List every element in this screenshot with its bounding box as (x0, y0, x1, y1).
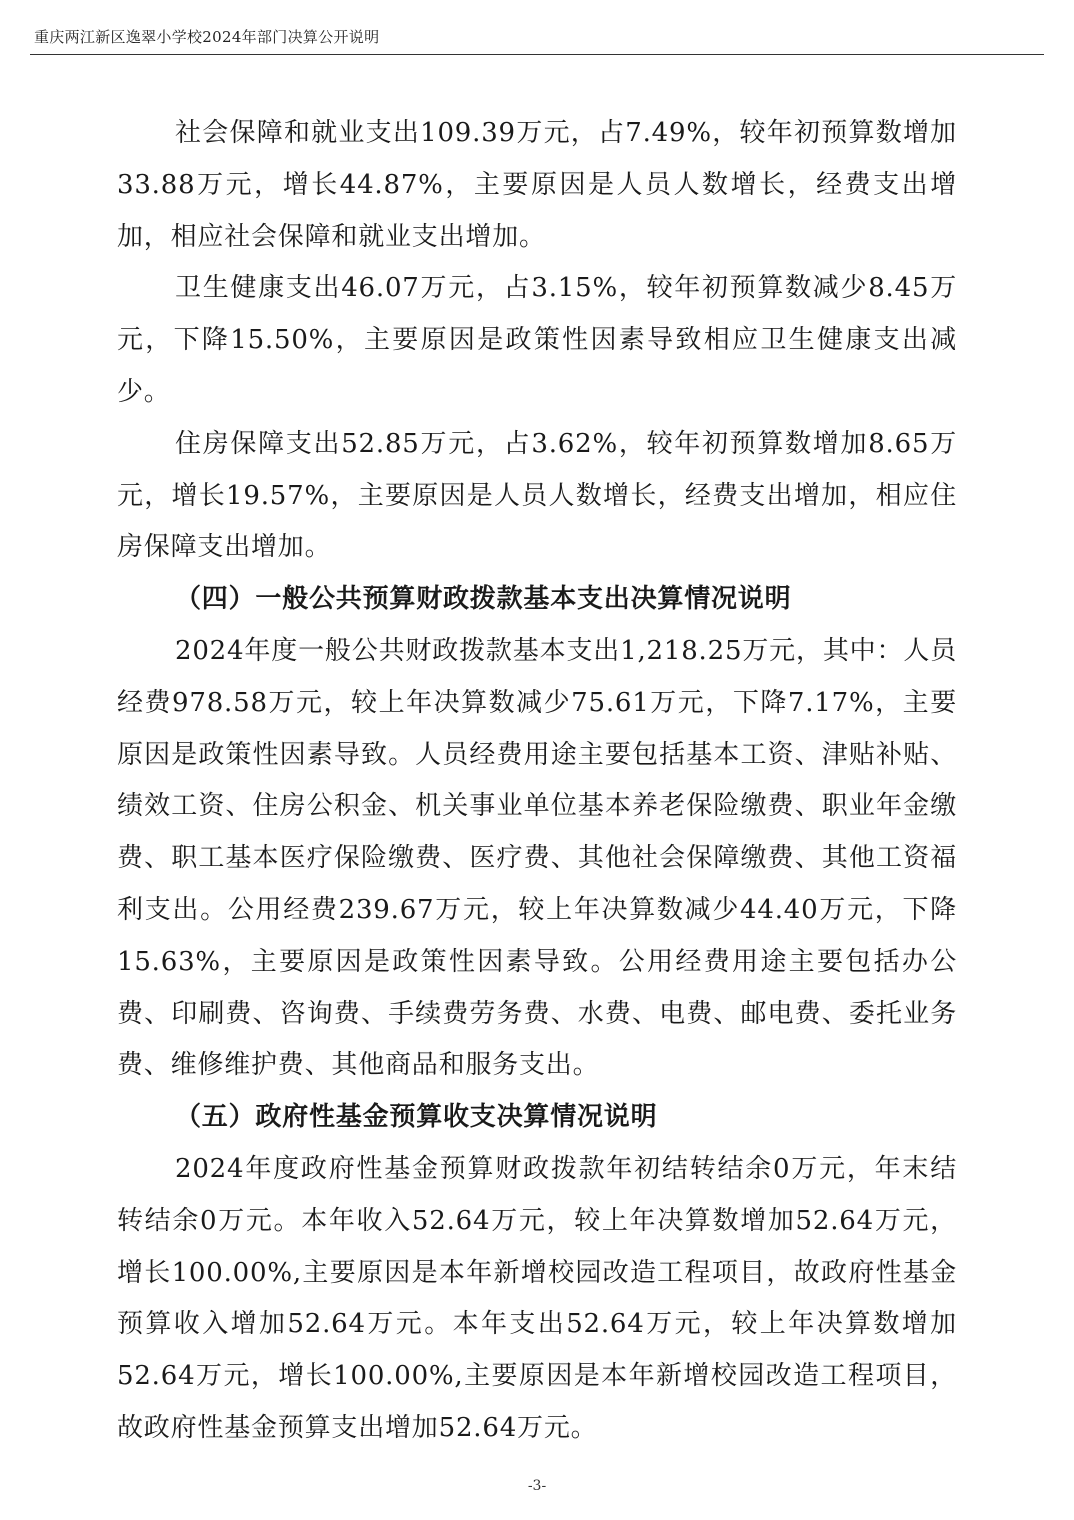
header-divider (30, 54, 1044, 55)
page-header: 重庆两江新区逸翠小学校2024年部门决算公开说明 (34, 28, 380, 46)
paragraph-basic-expenditure: 2024年度一般公共财政拨款基本支出1,218.25万元，其中：人员经费978.58万元，较上年决算数减少75.61万元，下降7.17%，主要原因是政策性因素导致。人员经费用途主要包括基本工资、津贴补贴、绩效工资、住房公积金、机关事业单位基本养老保险缴费、职业年金缴费、职工基本医疗保险缴费、医疗费、其他社会保障缴费、其他工资福利支出。公用经费239.67万元，较上年决算数减少44.40万元，下降15.63%，主要原因是政策性因素导致。公用经费用途主要包括办公费、印刷费、咨询费、手续费劳务费、水费、电费、邮电费、委托业务费、维修维护费、其他商品和服务支出。 (117, 635, 957, 1081)
section-heading-4: （四）一般公共预算财政拨款基本支出决算情况说明 (175, 584, 792, 615)
page-number: -3- (527, 1478, 547, 1494)
paragraph-government-fund: 2024年度政府性基金预算财政拨款年初结转结余0万元，年末结转结余0万元。本年收入52.64万元，较上年决算数增加52.64万元，增长100.00%,主要原因是本年新增校园改造工程项目，故政府性基金预算收入增加52.64万元。本年支出52.64万元，较上年决算数增加52.64万元，增长100.00%,主要原因是本年新增校园改造工程项目，故政府性基金预算支出增加52.64万元。 (117, 1153, 957, 1443)
paragraph-housing: 住房保障支出52.85万元，占3.62%，较年初预算数增加8.65万元，增长19.57%，主要原因是人员人数增长，经费支出增加，相应住房保障支出增加。 (117, 428, 957, 563)
paragraph-social-security: 社会保障和就业支出109.39万元，占7.49%，较年初预算数增加33.88万元，增长44.87%，主要原因是人员人数增长，经费支出增加，相应社会保障和就业支出增加。 (117, 118, 957, 252)
paragraph-health: 卫生健康支出46.07万元，占3.15%，较年初预算数减少8.45万元，下降15.50%，主要原因是政策性因素导致相应卫生健康支出减少。 (117, 273, 957, 407)
section-heading-5: （五）政府性基金预算收支决算情况说明 (175, 1102, 658, 1133)
document-body (117, 108, 957, 1455)
